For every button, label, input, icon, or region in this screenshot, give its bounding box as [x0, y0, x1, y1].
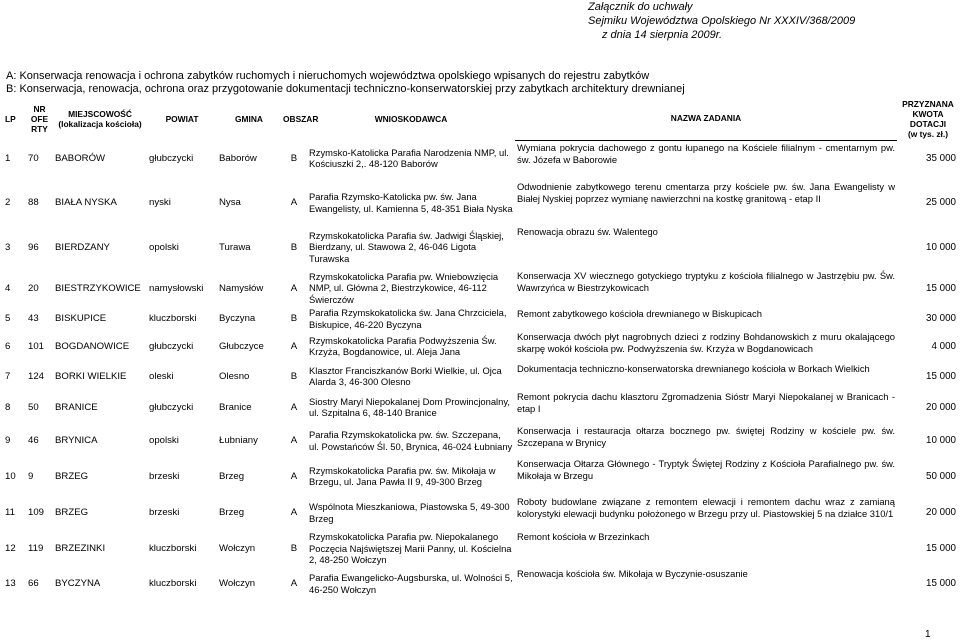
row-lp: 2: [5, 197, 11, 208]
row-applicant: Rzymsko-Katolicka Parafia Narodzenia NMP, ul. Kościuszki 2,. 48-120 Baborów: [309, 146, 509, 169]
row-applicant: Rzymskokatolicka Parafia pw. Wniebowzięcia NMP, ul. Główna 2, Biestrzykowice, 46-112 Świerczów: [309, 270, 499, 305]
row-offer-number: 9: [28, 470, 34, 482]
row-applicant: Rzymskokatolicka Parafia pw. św. Mikołaja w Brzegu, ul. Jana Pawła II 9, 49-300 Brzeg: [309, 464, 496, 487]
row-area: A: [290, 282, 298, 294]
row-offer-number: 46: [28, 435, 39, 446]
header-wnioskodawca: WNIOSKODAWCA: [374, 113, 448, 124]
row-area: B: [290, 241, 298, 253]
row-commune: Łubniany: [219, 435, 258, 446]
intro-line-b: B: Konserwacja, renowacja, ochrona oraz przygotowanie dokumentacji techniczno-konserwatorskiej przy zabytkach architektury drewnianej: [6, 83, 685, 95]
row-locality: BISKUPICE: [55, 313, 107, 324]
row-task-name: Roboty budowlane związane z remontem elewacji i remontem dachu wraz z zamianą kolorystyki elewacji budynku położonego w Brzegu przy ul. Piastowskiej 5 na działce 310/1: [517, 496, 895, 519]
row-offer-number: 124: [28, 370, 45, 382]
row-task-name: Remont pokrycia dachu klasztoru Zgromadzenia Sióstr Maryi Niepokalanej w Branicach - etap I: [517, 391, 895, 414]
row-county: opolski: [149, 435, 179, 446]
row-county: kluczborski: [149, 578, 197, 589]
row-locality: BRYNICA: [55, 435, 98, 446]
row-locality: BOGDANOWICE: [55, 340, 130, 352]
table-row: [3, 457, 959, 495]
table-row: [3, 530, 959, 567]
row-locality: BRANICE: [55, 401, 98, 413]
row-task-name: Remont zabytkowego kościoła drewnianego w Biskupicach: [517, 308, 762, 319]
table-row: [3, 567, 959, 600]
row-area: B: [290, 370, 298, 382]
row-commune: Głubczyce: [219, 340, 264, 352]
annex-line-3: z dnia 14 sierpnia 2009r.: [602, 29, 723, 41]
row-area: B: [290, 152, 298, 164]
row-locality: BRZEG: [55, 470, 89, 482]
intro-text: [6, 70, 685, 96]
intro-line-a: A: Konserwacja renowacja i ochrona zabytków ruchomych i nieruchomych województwa opolskiego wpisanych do rejestru zabytków: [6, 70, 650, 82]
row-lp: 5: [5, 313, 11, 324]
row-county: oleski: [149, 370, 174, 382]
row-task-name: Konserwacja XV wiecznego gotyckiego tryptyku z kościoła filialnego w Jastrzębiu pw. Św. Wawrzyńca w Biestrzykowicach: [517, 270, 895, 293]
row-commune: Brzeg: [219, 507, 245, 518]
row-area: B: [290, 313, 298, 324]
row-lp: 4: [5, 282, 11, 294]
row-lp: 1: [5, 152, 11, 164]
row-task-name: Renowacja obrazu św. Walentego: [517, 226, 658, 237]
row-offer-number: 109: [28, 507, 45, 518]
header-obszar: OBSZAR: [283, 113, 319, 124]
row-task-name: Konserwacja dwóch płyt nagrobnych dzieci z rodziny Bohdanowskich z muru okalającego skarpę wokół kościoła pw. Podwyższenia św. Krzyża w Bogdanowicach: [517, 331, 895, 354]
row-area: B: [290, 543, 298, 554]
row-area: A: [290, 435, 298, 446]
annex-header: [588, 0, 855, 42]
header-gmina: GMINA: [235, 113, 263, 124]
row-applicant: Rzymskokatolicka Parafia pw. Niepokalanego Poczęcia Najświętszej Marii Panny, ul. Kościelna 2, 48-250 Wołczyn: [309, 531, 512, 566]
row-amount: 15 000: [926, 282, 956, 294]
table-row: [3, 180, 959, 225]
row-commune: Baborów: [219, 152, 257, 164]
table-row: [3, 362, 959, 390]
row-amount: 10 000: [926, 435, 956, 446]
row-amount: 20 000: [926, 507, 956, 518]
header-miejscowosc: MIEJSCOWOŚĆ (lokalizacja kościoła): [58, 108, 142, 129]
row-lp: 7: [5, 370, 11, 382]
row-applicant: Parafia Rzymskokatolicka św. Jana Chrzciciela, Biskupice, 46-220 Byczyna: [309, 307, 507, 330]
page-number: 1: [925, 629, 931, 640]
header-kwota: PRZYZNANA KWOTA DOTACJI (w tys. zł.): [902, 98, 954, 139]
row-locality: BRZEZINKI: [55, 543, 106, 554]
annex-line-2: Sejmiku Województwa Opolskiego Nr XXXIV/368/2009: [588, 15, 856, 27]
row-county: głubczycki: [149, 152, 194, 164]
row-county: brzeski: [149, 507, 180, 518]
row-applicant: Parafia Rzymsko-Katolicka pw. św. Jana Ewangelisty, ul. Kamienna 5, 48-351 Biała Nyska: [309, 191, 513, 214]
row-task-name: Dokumentacja techniczno-konserwatorska drewnianego kościoła w Borkach Wielkich: [517, 363, 870, 374]
header-nazwa-zadania: NAZWA ZADANIA: [670, 113, 742, 124]
row-commune: Turawa: [219, 241, 251, 253]
row-amount: 20 000: [926, 401, 956, 413]
header-lp: LP: [5, 113, 16, 124]
row-commune: Brzeg: [219, 470, 245, 482]
row-county: opolski: [149, 241, 179, 253]
table-header: [3, 97, 959, 140]
row-locality: BYCZYNA: [55, 578, 101, 589]
table-row: [3, 225, 959, 269]
row-county: brzeski: [149, 470, 180, 482]
row-commune: Byczyna: [219, 313, 256, 324]
row-commune: Olesno: [219, 370, 250, 382]
row-offer-number: 66: [28, 578, 39, 589]
table-row: [3, 269, 959, 307]
row-commune: Namysłów: [219, 282, 264, 294]
row-applicant: Rzymskokatolicka Parafia św. Jadwigi Śląskiej, Bierdzany, ul. Stawowa 2, 46-046 Ligota Turawska: [309, 229, 504, 264]
row-commune: Nysa: [219, 197, 241, 208]
table-row: [3, 307, 959, 330]
row-lp: 9: [5, 435, 11, 446]
row-county: głubczycki: [149, 401, 194, 413]
row-county: namysłowski: [149, 282, 204, 294]
row-area: A: [290, 578, 298, 589]
row-amount: 30 000: [926, 313, 956, 324]
row-applicant: Parafia Rzymskokatolicka pw. św. Szczepana, ul. Powstańców Śl. 50, Brynica, 46-024 Łubniany: [309, 429, 513, 452]
row-locality: BIESTRZYKOWICE: [55, 282, 141, 294]
row-task-name: Remont kościoła w Brzezinkach: [517, 531, 650, 542]
row-task-name: Renowacja kościoła św. Mikołaja w Byczynie-osuszanie: [517, 568, 748, 579]
grants-table: [3, 97, 959, 600]
row-amount: 15 000: [926, 543, 956, 554]
row-county: nyski: [149, 197, 171, 208]
row-amount: 25 000: [926, 197, 956, 208]
row-area: A: [290, 197, 298, 208]
row-applicant: Siostry Maryi Niepokalanej Dom Prowincjonalny, ul. Szpitalna 6, 48-140 Branice: [309, 395, 510, 418]
row-amount: 50 000: [926, 470, 956, 482]
row-commune: Wołczyn: [219, 543, 256, 554]
header-nr-oferty: NR OFE RTY: [30, 103, 49, 134]
row-applicant: Parafia Ewangelicko-Augsburska, ul. Wolności 5, 46-250 Wołczyn: [309, 572, 513, 595]
row-task-name: Odwodnienie zabytkowego terenu cmentarza przy kościele pw. św. Jana Ewangelisty w Białej Nyskiej poprzez wymianę nawierzchni na kostkę granitową - etap II: [517, 181, 895, 204]
row-offer-number: 96: [28, 241, 39, 253]
row-commune: Branice: [219, 401, 252, 413]
row-offer-number: 101: [28, 340, 45, 352]
row-commune: Wołczyn: [219, 578, 256, 589]
row-locality: BORKI WIELKIE: [55, 370, 127, 382]
row-offer-number: 43: [28, 313, 39, 324]
row-locality: BRZEG: [55, 507, 89, 518]
row-county: głubczycki: [149, 340, 194, 352]
row-lp: 3: [5, 241, 11, 253]
row-applicant: Klasztor Franciszkanów Borki Wielkie, ul. Ojca Alarda 3, 46-300 Olesno: [309, 364, 502, 387]
row-task-name: Konserwacja i restauracja ołtarza bocznego pw. świętej Rodziny w kościele pw. św. Szczepana w Brynicy: [517, 425, 895, 448]
row-amount: 15 000: [926, 578, 956, 589]
row-offer-number: 70: [28, 152, 39, 164]
row-county: kluczborski: [149, 543, 197, 554]
row-amount: 10 000: [926, 241, 956, 253]
row-task-name: Konserwacja Ołtarza Głównego - Tryptyk Świętej Rodziny z Kościoła Parafialnego pw. św. Mikołaja w Brzegu: [517, 458, 895, 481]
row-area: A: [290, 470, 298, 482]
table-row: [3, 140, 959, 176]
row-county: kluczborski: [149, 313, 197, 324]
row-amount: 35 000: [926, 152, 956, 164]
row-offer-number: 119: [28, 543, 44, 554]
row-offer-number: 20: [28, 282, 39, 294]
row-lp: 12: [5, 543, 16, 554]
row-area: A: [290, 340, 298, 352]
row-area: A: [290, 507, 298, 518]
header-powiat: POWIAT: [165, 113, 199, 124]
row-task-name: Wymiana pokrycia dachowego z gontu łupanego na Kościele filialnym - cmentarnym pw. św. Józefa w Baborowie: [515, 140, 897, 176]
row-applicant: Wspólnota Mieszkaniowa, Piastowska 5, 49-300 Brzeg: [309, 501, 510, 524]
row-lp: 10: [5, 470, 16, 482]
row-locality: BABORÓW: [55, 152, 106, 164]
row-lp: 6: [5, 340, 11, 352]
row-locality: BIAŁA NYSKA: [55, 197, 117, 208]
row-offer-number: 88: [28, 197, 39, 208]
row-lp: 8: [5, 401, 11, 413]
table-row: [3, 495, 959, 530]
row-lp: 11: [5, 507, 15, 518]
row-applicant: Rzymskokatolicka Parafia Podwyższenia Św. Krzyża, Bogdanowice, ul. Aleja Jana: [309, 334, 497, 357]
annex-line-1: Załącznik do uchwały: [588, 1, 693, 13]
row-offer-number: 50: [28, 401, 39, 413]
table-row: [3, 330, 959, 362]
table-row: [3, 390, 959, 424]
row-amount: 4 000: [931, 340, 956, 352]
table-body: [3, 140, 959, 600]
row-amount: 15 000: [926, 370, 956, 382]
row-lp: 13: [5, 578, 16, 589]
table-row: [3, 424, 959, 457]
row-area: A: [290, 401, 298, 413]
row-locality: BIERDZANY: [55, 241, 110, 253]
